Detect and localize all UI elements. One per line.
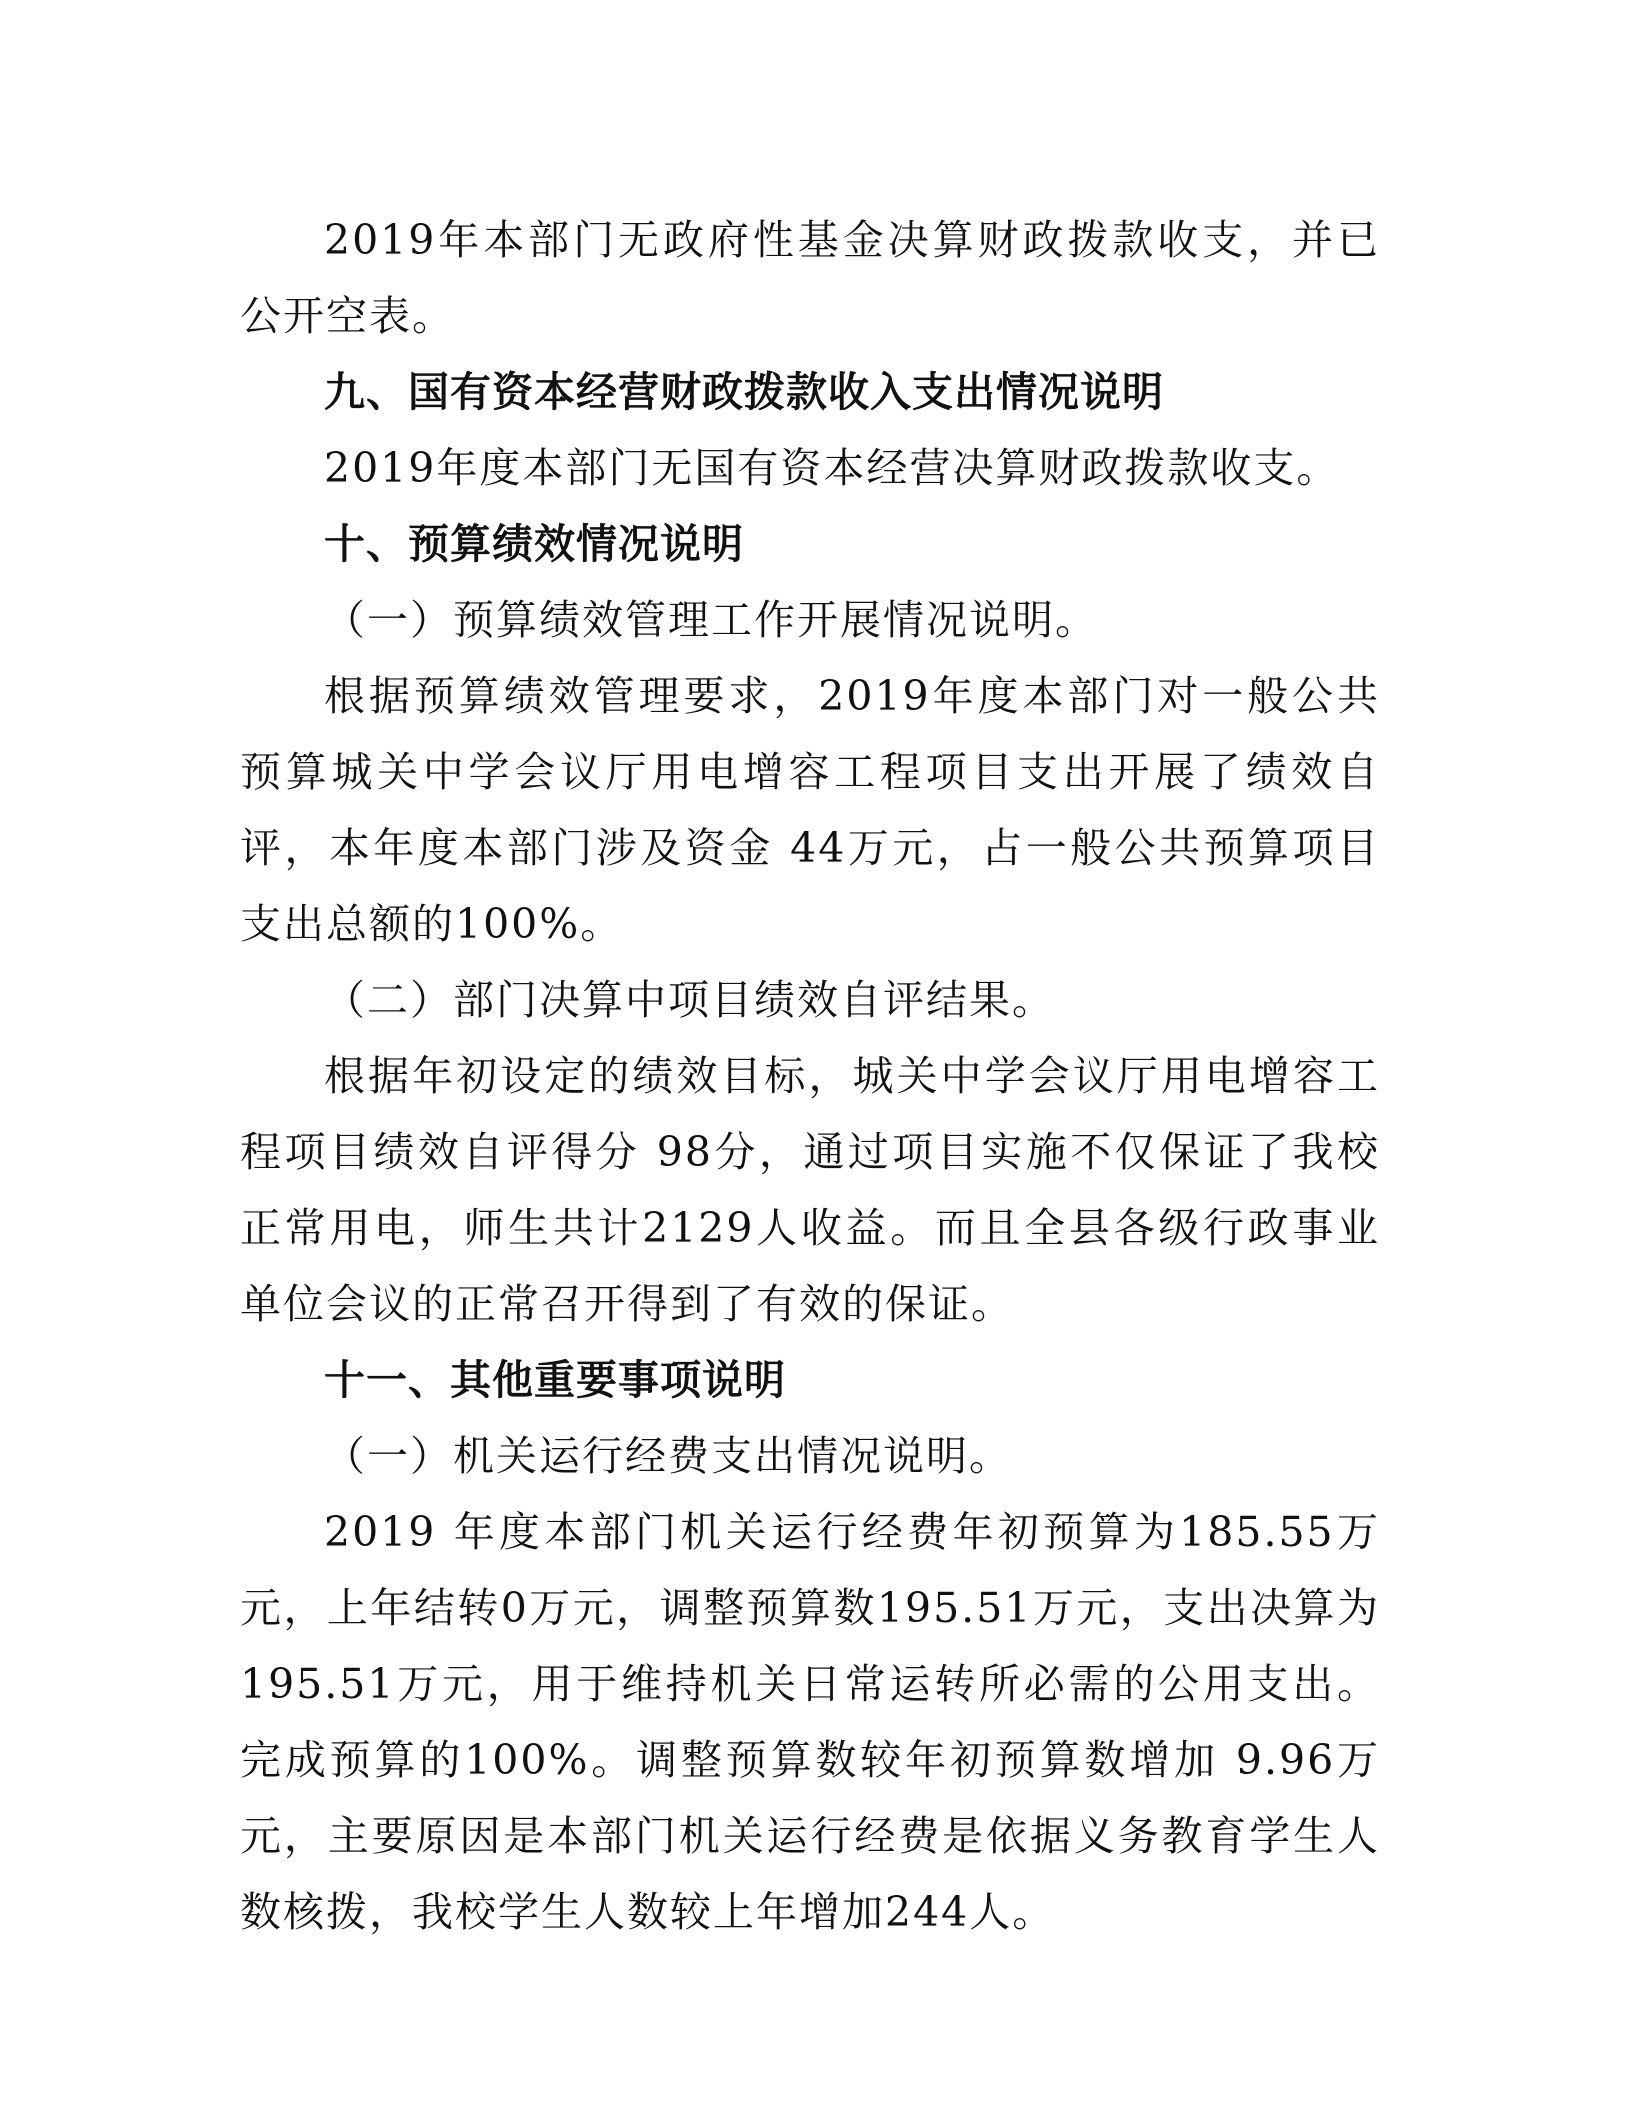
paragraph-fund-statement: 2019年本部门无政府性基金决算财政拨款收支，并已公开空表。 bbox=[240, 216, 1380, 340]
paragraph-operating-expenses: 2019 年度本部门机关运行经费年初预算为185.55万元，上年结转0万元，调整预算数195.51万元，支出决算为195.51万元，用于维持机关日常运转所必需的公用支出。完成预算的100%。调整预算数较年初预算数增加 9.96万元，主要原因是本部门机关运行经费是依据义务教育学生人数核拨，我校学生人数较上年增加244人。 bbox=[240, 1508, 1380, 1936]
document-body bbox=[240, 202, 1380, 1950]
subheading-self-evaluation: （二）部门决算中项目绩效自评结果。 bbox=[324, 976, 1055, 1024]
heading-section-nine: 九、国有资本经营财政拨款收入支出情况说明 bbox=[324, 368, 1164, 416]
heading-section-ten: 十、预算绩效情况说明 bbox=[324, 520, 744, 568]
paragraph-performance-management: 根据预算绩效管理要求，2019年度本部门对一般公共预算城关中学会议厅用电增容工程项目支出开展了绩效自评，本年度本部门涉及资金 44万元，占一般公共预算项目支出总额的100%。 bbox=[240, 672, 1380, 948]
paragraph-state-capital: 2019年度本部门无国有资本经营决算财政拨款收支。 bbox=[324, 444, 1340, 492]
subheading-performance-management: （一）预算绩效管理工作开展情况说明。 bbox=[324, 596, 1098, 644]
paragraph-self-evaluation: 根据年初设定的绩效目标，城关中学会议厅用电增容工程项目绩效自评得分 98分，通过项目实施不仅保证了我校正常用电，师生共计2129人收益。而且全县各级行政事业单位会议的正常召开得到了有效的保证。 bbox=[240, 1052, 1380, 1328]
subheading-operating-expenses: （一）机关运行经费支出情况说明。 bbox=[324, 1432, 1012, 1480]
heading-section-eleven: 十一、其他重要事项说明 bbox=[324, 1356, 786, 1404]
